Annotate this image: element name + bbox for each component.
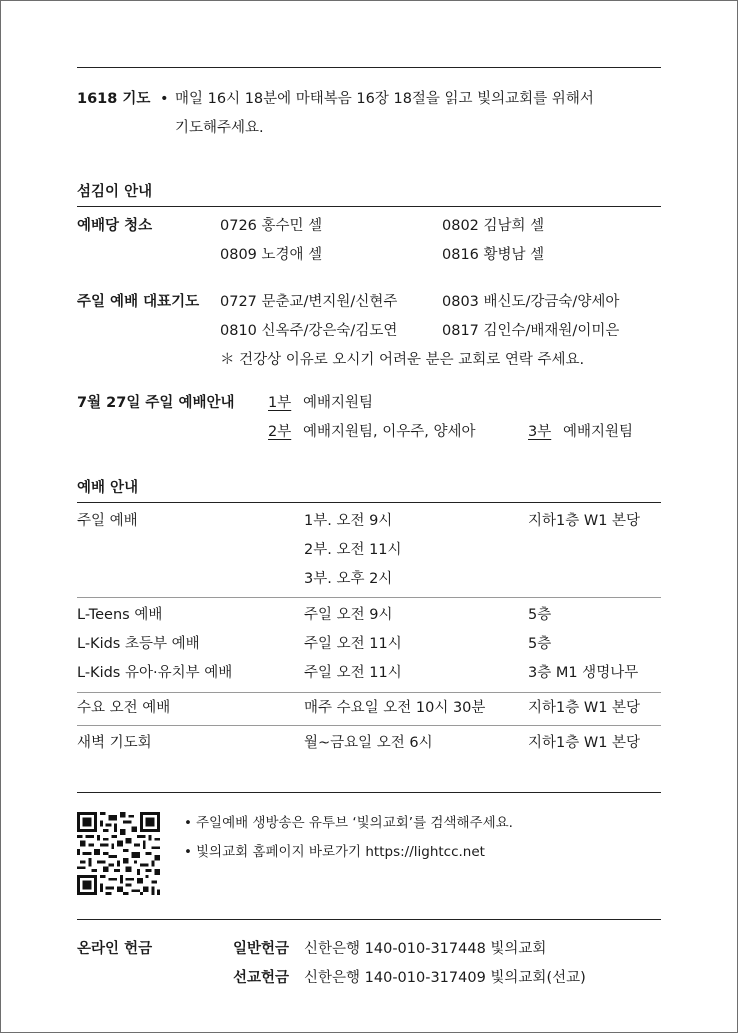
service-2-label: 2부 [268, 424, 292, 440]
divider [77, 792, 661, 793]
worship-time: 매주 수요일 오전 10시 30분 [304, 700, 486, 716]
worship-time: 주일 오전 9시 [304, 607, 393, 623]
worship-name: L-Kids 초등부 예배 [77, 636, 200, 652]
worship-name: 수요 오전 예배 [77, 700, 171, 716]
worship-name: L-Teens 예배 [77, 607, 163, 623]
prayer-leader-item: 0803 배신도/강금숙/양세아 [442, 294, 620, 310]
cleaning-label: 예배당 청소 [77, 218, 153, 234]
mission-offering-account: 신한은행 140-010-317409 빛의교회(선교) [304, 970, 586, 986]
divider [77, 206, 661, 207]
livestream-text: 주일예배 생방송은 유투브 ‘빛의교회’를 검색해주세요. [196, 815, 513, 831]
worship-time: 2부. 오전 11시 [304, 542, 402, 558]
divider [77, 919, 661, 920]
worship-place: 지하1층 W1 본당 [528, 513, 641, 529]
service-3-text: 예배지원팀 [563, 424, 634, 440]
worship-place: 5층 [528, 636, 552, 652]
prayer-leaders-note: ＊ 건강상 이유로 오시기 어려운 분은 교회로 연락 주세요. [220, 352, 585, 368]
prayer-title: 1618 기도 [77, 91, 151, 107]
cleaning-item: 0809 노경애 셀 [220, 247, 323, 263]
cleaning-item: 0802 김남희 셀 [442, 218, 545, 234]
service-3-label: 3부 [528, 424, 552, 440]
worship-place: 지하1층 W1 본당 [528, 700, 641, 716]
service-duty-heading: 섬김이 안내 [77, 184, 153, 200]
service-1-label: 1부 [268, 395, 292, 411]
prayer-text-line1: 매일 16시 18분에 마태복음 16장 18절을 읽고 빛의교회를 위해서 [175, 91, 594, 107]
homepage-link[interactable]: 빛의교회 홈페이지 바로가기 https://lightcc.net [196, 844, 485, 860]
link-bullet: • [184, 815, 192, 831]
offering-heading: 온라인 헌금 [77, 941, 153, 957]
prayer-leader-item: 0817 김인수/배재원/이미은 [442, 323, 620, 339]
worship-time: 3부. 오후 2시 [304, 571, 393, 587]
prayer-leaders-label: 주일 예배 대표기도 [77, 294, 200, 310]
worship-place: 지하1층 W1 본당 [528, 735, 641, 751]
sunday-guide-label: 7월 27일 주일 예배안내 [77, 395, 235, 411]
worship-name: L-Kids 유아·유치부 예배 [77, 665, 233, 681]
divider [77, 725, 661, 726]
divider [77, 67, 661, 68]
cleaning-item: 0726 홍수민 셀 [220, 218, 323, 234]
general-offering-label: 일반헌금 [233, 941, 290, 957]
prayer-text-line2: 기도해주세요. [175, 120, 264, 136]
worship-time: 1부. 오전 9시 [304, 513, 393, 529]
service-2-text: 예배지원팀, 이우주, 양세아 [303, 424, 476, 440]
worship-name: 주일 예배 [77, 513, 138, 529]
divider [77, 597, 661, 598]
worship-name: 새벽 기도회 [77, 735, 152, 751]
general-offering-account: 신한은행 140-010-317448 빛의교회 [304, 941, 547, 957]
mission-offering-label: 선교헌금 [233, 970, 290, 986]
divider [77, 502, 661, 503]
worship-time: 주일 오전 11시 [304, 665, 402, 681]
qr-code-icon[interactable] [77, 812, 160, 895]
prayer-leader-item: 0727 문춘교/변지원/신현주 [220, 294, 398, 310]
cleaning-item: 0816 황병남 셀 [442, 247, 545, 263]
worship-time: 주일 오전 11시 [304, 636, 402, 652]
worship-place: 5층 [528, 607, 552, 623]
link-bullet: • [184, 844, 192, 860]
worship-heading: 예배 안내 [77, 480, 139, 496]
service-1-text: 예배지원팀 [303, 395, 374, 411]
prayer-bullet: • [160, 91, 169, 107]
divider [77, 692, 661, 693]
worship-place: 3층 M1 생명나무 [528, 665, 639, 681]
prayer-leader-item: 0810 신옥주/강은숙/김도연 [220, 323, 398, 339]
worship-time: 월~금요일 오전 6시 [304, 735, 433, 751]
